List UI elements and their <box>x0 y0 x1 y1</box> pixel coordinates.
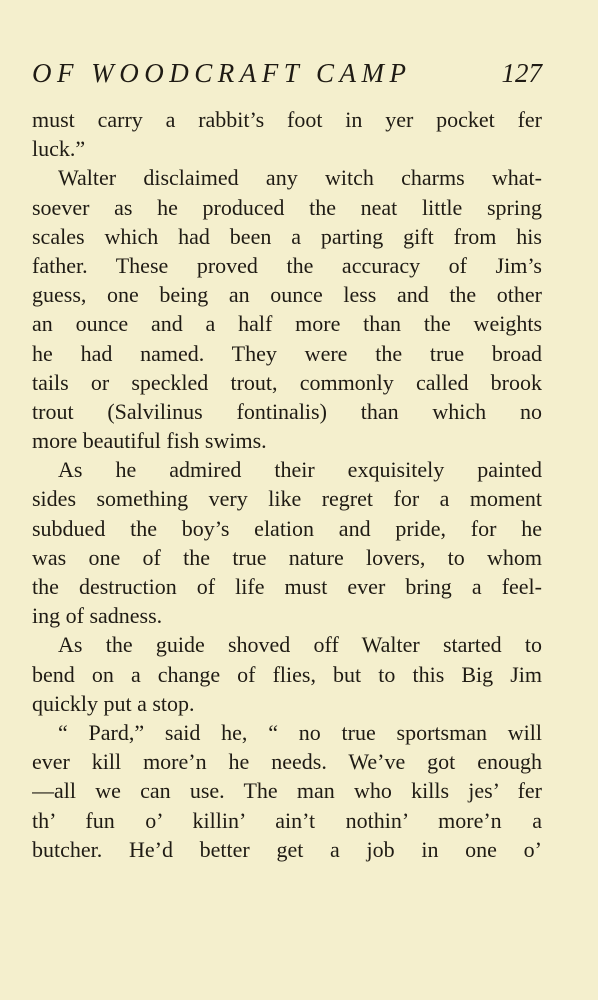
body-text <box>32 105 542 864</box>
text-line: soever as he produced the neat little spring <box>32 194 542 220</box>
text-line: scales which had been a parting gift from his <box>32 223 542 249</box>
text-line: Walter disclaimed any witch charms what- <box>58 165 542 191</box>
page-number: 127 <box>501 58 542 88</box>
text-line: luck.” <box>32 136 86 162</box>
text-line: was one of the true nature lovers, to whom <box>32 544 542 570</box>
text-line: more beautiful fish swims. <box>32 428 267 454</box>
text-line: subdued the boy’s elation and pride, for he <box>32 515 542 541</box>
running-head: OF WOODCRAFT CAMP <box>32 58 412 88</box>
text-line: bend on a change of flies, but to this Big Jim <box>32 661 542 687</box>
text-line: As the guide shoved off Walter started to <box>58 632 542 658</box>
text-line: butcher. He’d better get a job in one o’ <box>32 836 542 862</box>
text-line: As he admired their exquisitely painted <box>58 457 542 483</box>
text-line: th’ fun o’ killin’ ain’t nothin’ more’n a <box>32 807 542 833</box>
page-header <box>32 58 542 98</box>
text-line: “ Pard,” said he, “ no true sportsman will <box>58 719 542 745</box>
text-line: an ounce and a half more than the weights <box>32 311 542 337</box>
text-line: ever kill more’n he needs. We’ve got enough <box>32 749 542 775</box>
text-line: the destruction of life must ever bring a feel- <box>32 574 542 599</box>
text-line: ing of sadness. <box>32 603 163 629</box>
text-line: tails or speckled trout, commonly called brook <box>32 369 542 395</box>
text-line: must carry a rabbit’s foot in yer pocket fer <box>32 107 542 132</box>
text-line: quickly put a stop. <box>32 690 195 716</box>
text-line: guess, one being an ounce less and the other <box>32 282 542 308</box>
text-line: father. These proved the accuracy of Jim’s <box>32 252 542 278</box>
text-line: —all we can use. The man who kills jes’ fer <box>32 778 542 804</box>
text-line: trout (Salvilinus fontinalis) than which no <box>32 398 542 424</box>
text-line: sides something very like regret for a moment <box>32 486 542 512</box>
text-line: he had named. They were the true broad <box>32 340 542 366</box>
